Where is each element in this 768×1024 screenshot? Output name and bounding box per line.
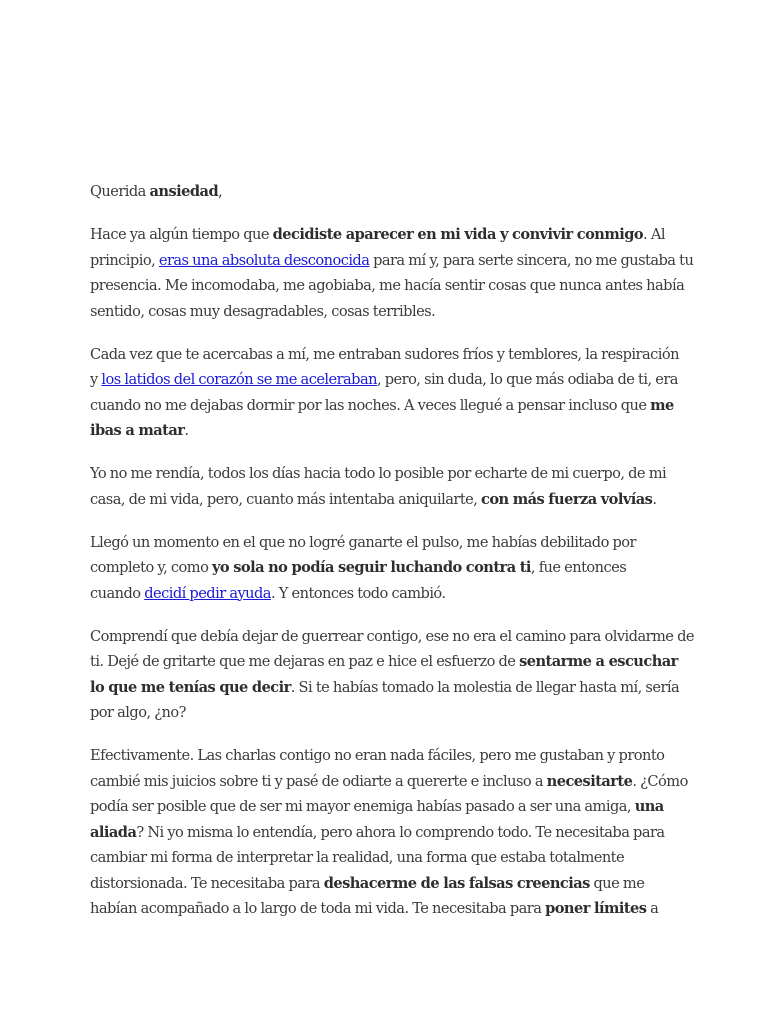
paragraph	[90, 342, 685, 444]
text-line	[90, 581, 685, 607]
emphasis-text: deshacerme de las falsas creencias	[323, 874, 590, 892]
body-text: .	[184, 422, 189, 439]
text-line	[90, 769, 688, 795]
body-text: presencia. Me incomodaba, me agobiaba, me hacía sentir cosas que nunca antes había	[90, 277, 685, 294]
emphasis-text: lo que me tenías que decir	[90, 678, 291, 696]
body-text: Llegó un momento en el que no logré ganarte el pulso, me habías debilitado por	[90, 533, 636, 551]
greeting-prefix: Querida	[90, 183, 150, 200]
body-text: habían acompañado a lo largo de toda mi vida. Te necesitaba para	[90, 900, 546, 917]
body-text: Yo no me rendía, todos los días hacia todo lo posible por echarte de mi cuerpo, de mi	[90, 465, 667, 482]
emphasis-text: con más fuerza volvías	[481, 490, 653, 508]
body-text: cambié mis juicios sobre ti y pasé de odiarte a quererte e incluso a	[90, 772, 547, 790]
paragraph	[90, 222, 694, 324]
emphasis-text: aliada	[90, 823, 137, 841]
body-text: . Si te habías tomado la molestia de llegar hasta mí, sería	[290, 678, 680, 696]
text-line	[90, 675, 685, 701]
body-text: casa, de mi vida, pero, cuanto más intentaba aniquilarte,	[90, 490, 481, 508]
text-line	[90, 342, 685, 368]
text-line	[90, 418, 685, 444]
body-text: podía ser posible que de ser mi mayor enemiga habías pasado a ser una amiga,	[90, 798, 635, 815]
text-line	[90, 649, 685, 675]
text-line	[90, 743, 685, 769]
link-latidos-corazon[interactable]: los latidos del corazón se me aceleraban	[101, 371, 377, 388]
greeting-emphasis: ansiedad	[149, 183, 219, 200]
text-line	[90, 487, 685, 513]
text-line	[90, 794, 685, 820]
text-line	[90, 555, 685, 581]
body-text: a	[646, 900, 659, 917]
body-text: .	[652, 490, 657, 508]
emphasis-text: poner límites	[545, 900, 647, 917]
body-text: ? Ni yo misma lo entendía, pero ahora lo comprendo todo. Te necesitaba para	[136, 823, 665, 841]
emphasis-text: una	[634, 798, 664, 815]
paragraphs	[90, 222, 694, 922]
emphasis-text: necesitarte	[546, 772, 633, 790]
body-text: para mí y, para serte sincera, no me gustaba tu	[369, 251, 694, 269]
body-text: por algo, ¿no?	[90, 704, 186, 721]
body-text: cuando no me dejabas dormir por las noches. A veces llegué a pensar incluso que	[90, 396, 651, 414]
body-text: completo y, como	[90, 559, 212, 576]
body-text: principio,	[90, 251, 159, 269]
body-text: cuando	[90, 584, 145, 602]
body-text: . Y entonces todo cambió.	[270, 584, 446, 602]
text-line	[90, 896, 685, 922]
emphasis-text: sentarme a escuchar	[519, 653, 678, 670]
paragraph	[90, 743, 688, 922]
text-line	[90, 624, 694, 650]
text-line	[90, 367, 685, 393]
emphasis-text: ibas a matar	[90, 422, 185, 439]
greeting	[90, 179, 685, 205]
greeting-suffix: ,	[218, 183, 223, 200]
link-pedir-ayuda[interactable]: decidí pedir ayuda	[144, 584, 271, 602]
body-text: , pero, sin duda, lo que más odiaba de ti, era	[376, 371, 678, 388]
text-line	[90, 530, 685, 556]
body-text: que me	[589, 874, 645, 892]
link-absoluta-desconocida[interactable]: eras una absoluta desconocida	[158, 251, 370, 269]
body-text: y	[90, 371, 102, 388]
body-text: . Al	[643, 226, 665, 243]
body-text: cambiar mi forma de interpretar la realidad, una forma que estaba totalmente	[90, 849, 625, 866]
body-text: Cada vez que te acercabas a mí, me entraban sudores fríos y temblores, la respiración	[90, 345, 679, 363]
text-line	[90, 461, 685, 487]
body-text: Hace ya algún tiempo que	[90, 226, 273, 243]
emphasis-text: decidiste aparecer en mi vida y convivir conmigo	[272, 226, 644, 243]
text-line	[90, 393, 685, 419]
body-text: Efectivamente. Las charlas contigo no eran nada fáciles, pero me gustaban y pronto	[90, 747, 665, 764]
text-line	[90, 871, 685, 897]
body-text: , fue entonces	[530, 559, 627, 576]
letter-body	[90, 179, 694, 939]
body-text: ti. Dejé de gritarte que me dejaras en paz e hice el esfuerzo de	[90, 653, 520, 670]
body-text: . ¿Cómo	[632, 772, 688, 790]
text-line	[90, 845, 685, 871]
paragraph	[90, 530, 685, 607]
body-text: distorsionada. Te necesitaba para	[90, 874, 324, 892]
paragraph	[90, 624, 694, 726]
body-text: Comprendí que debía dejar de guerrear contigo, ese no era el camino para olvidarme de	[90, 627, 694, 645]
text-line	[90, 820, 685, 846]
paragraph	[90, 461, 685, 512]
text-line	[90, 700, 685, 726]
text-line	[90, 273, 685, 299]
emphasis-text: me	[650, 396, 674, 414]
emphasis-text: yo sola no podía seguir luchando contra ti	[212, 559, 531, 576]
body-text: sentido, cosas muy desagradables, cosas terribles.	[90, 302, 436, 320]
text-line	[90, 222, 685, 248]
text-line	[90, 299, 685, 325]
text-line	[90, 248, 694, 274]
